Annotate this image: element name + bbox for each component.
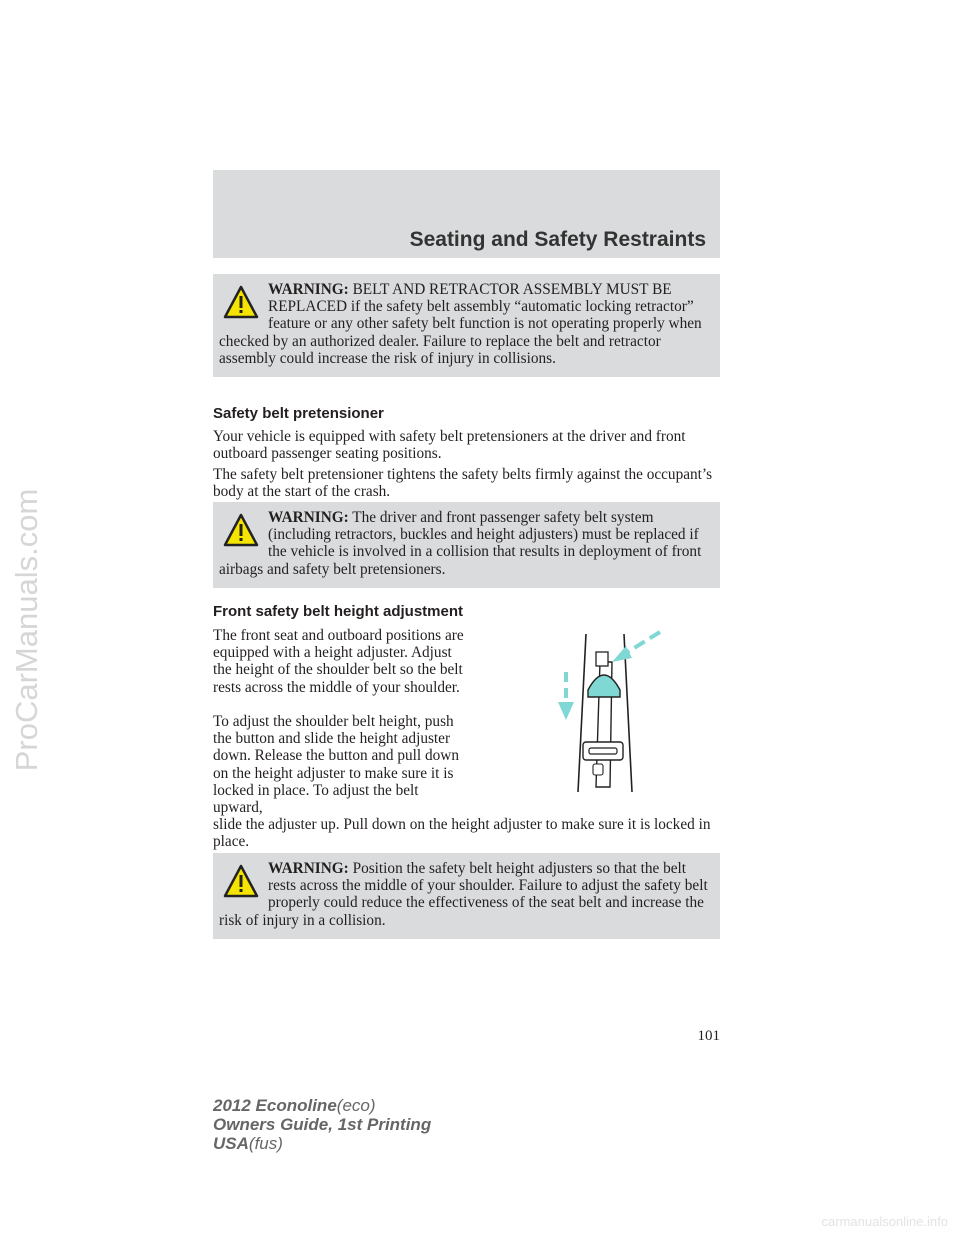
warning-label: WARNING: <box>268 509 349 526</box>
warning-box-retractor <box>213 274 720 377</box>
warning-text: Position the safety belt height adjusters so that the belt rests across the middle of your shoulder. Failure to adjust the safety belt properly could reduce the effectiveness of the seat belt and increase the risk of injury in a collision. <box>219 860 708 929</box>
warning-label: WARNING: <box>268 281 349 298</box>
footer <box>213 1096 431 1153</box>
warning-label: WARNING: <box>268 860 349 877</box>
section-title: Seating and Safety Restraints <box>409 228 706 251</box>
watermark-text: ProCarManuals.com <box>9 488 44 772</box>
warning-text: BELT AND RETRACTOR ASSEMBLY MUST BE REPLACED if the safety belt assembly “automatic locking retractor” feature or any other safety belt function is not operating properly when checked by an authorized dealer. Failure to replace the belt and retractor assembly could increase the risk of injury in collisions. <box>219 281 702 367</box>
footer-model: 2012 Econoline <box>213 1096 337 1115</box>
warning-box-pretensioner <box>213 502 720 588</box>
site-watermark: carmanualsonline.info <box>821 1214 948 1229</box>
section-header <box>213 170 720 258</box>
footer-region: USA <box>213 1134 249 1153</box>
warning-triangle-icon <box>223 513 259 547</box>
belt-height-adjuster-illustration <box>548 622 664 792</box>
warning-text: The driver and front passenger safety belt system (including retractors, buckles and height adjusters) must be replaced if the vehicle is involved in a collision that results in deployment of front airbags and safety belt pretensioners. <box>219 509 702 578</box>
paragraph-height-2b: slide the adjuster up. Pull down on the height adjuster to make sure it is locked in place. <box>213 816 711 851</box>
warning-triangle-icon <box>223 285 259 319</box>
paragraph-height-2a: To adjust the shoulder belt height, push the button and slide the height adjuster down. Release the button and pull down on the height adjuster to make sure it is locked in place. To adjust the belt upward, <box>213 713 459 817</box>
paragraph-pretensioner-1: Your vehicle is equipped with safety belt pretensioners at the driver and front outboard passenger seating positions. <box>213 428 686 463</box>
warning-triangle-icon <box>223 864 259 898</box>
paragraph-pretensioner-2: The safety belt pretensioner tightens the safety belts firmly against the occupant’s body at the start of the crash. <box>213 466 713 501</box>
heading-height-adjustment: Front safety belt height adjustment <box>213 603 464 620</box>
warning-box-height-adjuster <box>213 853 720 939</box>
footer-guide: Owners Guide, 1st Printing <box>213 1115 432 1134</box>
footer-model-code: (eco) <box>336 1096 376 1115</box>
footer-region-code: (fus) <box>248 1134 283 1153</box>
watermark <box>4 180 50 1080</box>
paragraph-height-1: The front seat and outboard positions are equipped with a height adjuster. Adjust the height of the shoulder belt so the belt rests across the middle of your shoulder. <box>213 627 464 696</box>
page-number: 101 <box>697 1028 720 1044</box>
heading-pretensioner: Safety belt pretensioner <box>213 405 384 422</box>
